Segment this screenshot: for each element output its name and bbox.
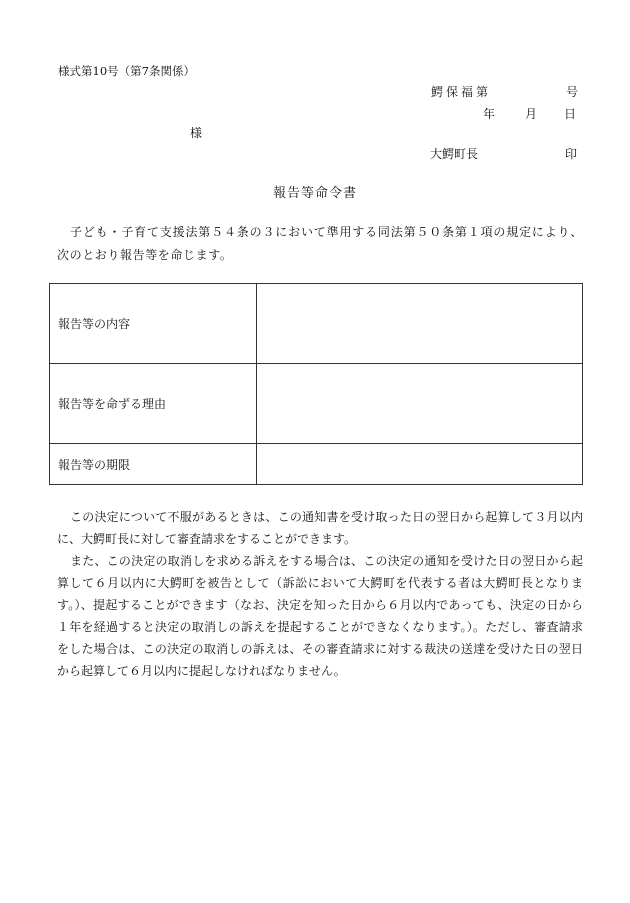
recipient-honorific: 様 — [190, 126, 203, 140]
seal-mark: 印 — [565, 147, 578, 161]
document-number-suffix: 号 — [566, 85, 579, 99]
intro-paragraph: 子ども・子育て支援法第５４条の３において準用する同法第５０条第１項の規定により、次のとおり報告等を命じます。 — [57, 225, 583, 262]
row-value-deadline — [257, 444, 583, 485]
row-value-content — [257, 284, 583, 364]
table-row — [50, 284, 583, 364]
row-label-content: 報告等の内容 — [50, 284, 257, 364]
table-row — [50, 364, 583, 444]
date-day-label: 日 — [564, 107, 577, 121]
row-label-reason: 報告等を命ずる理由 — [50, 364, 257, 444]
document-title: 報告等命令書 — [272, 186, 357, 201]
date-month-label: 月 — [525, 107, 538, 121]
appeal-paragraph-2: また、この決定の取消しを求める訴えをする場合は、この決定の通知を受けた日の翌日から起算して６月以内に大鰐町を被告として（訴訟において大鰐町を代表する者は大鰐町長となります。）、提起することができます（なお、決定を知った日から６月以内であっても、決定の日から１年を経過すると決定の取消しの訴えを提起することができなくなります。）。ただし、審査請求をした場合は、この決定の取消しの訴えは、その審査請求に対する裁決の送達を受けた日の翌日から起算して６月以内に提起しなければなりません。 — [57, 554, 583, 678]
table-row — [50, 444, 583, 485]
row-label-deadline: 報告等の期限 — [50, 444, 257, 485]
document-number-prefix: 鰐保福第 — [431, 85, 492, 99]
row-value-reason — [257, 364, 583, 444]
form-number: 様式第10号（第7条関係） — [58, 64, 195, 78]
report-details-table — [49, 283, 583, 485]
appeal-paragraph-1: この決定について不服があるときは、この通知書を受け取った日の翌日から起算して３月以内に、大鰐町長に対して審査請求をすることができます。 — [57, 510, 583, 546]
date-year-label: 年 — [483, 107, 496, 121]
issuer-name: 大鰐町長 — [430, 147, 479, 161]
